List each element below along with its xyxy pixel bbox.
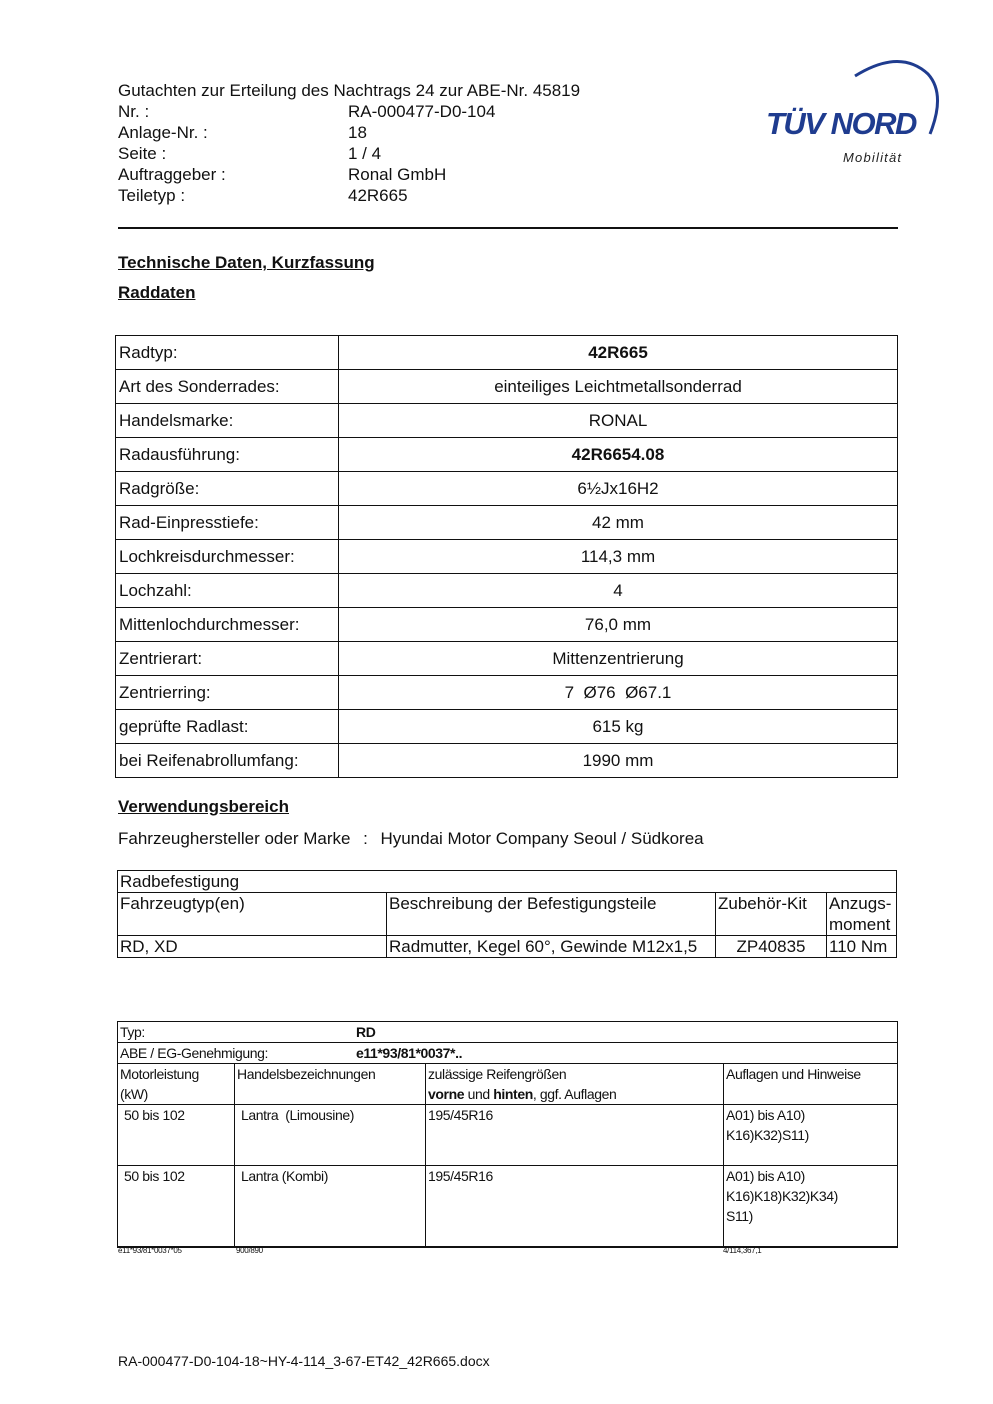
- table-row: Lochkreisdurchmesser: 114,3 mm: [116, 540, 898, 574]
- table-row: Radtyp: 42R665: [116, 336, 898, 370]
- table-row: 50 bis 102 Lantra (Kombi) 195/45R16 A01) bis A10) K16)K18)K32)K34) S11): [118, 1166, 898, 1247]
- wheel-data-table: [115, 335, 898, 778]
- section-title-usage: Verwendungsbereich: [118, 797, 289, 816]
- table-row: Mittenlochdurchmesser: 76,0 mm: [116, 608, 898, 642]
- fixing-title: Radbefestigung: [118, 871, 897, 893]
- table-row: Handelsmarke: RONAL: [116, 404, 898, 438]
- wheel-fixing-table: [117, 870, 897, 958]
- table-row: Zentrierring: 7 Ø76 Ø67.1: [116, 676, 898, 710]
- maker-value: Hyundai Motor Company Seoul / Südkorea: [380, 829, 704, 848]
- table-row: [118, 1043, 898, 1064]
- header-row-anlage: Anlage-Nr. : 18: [118, 123, 367, 142]
- table-row: 50 bis 102 Lantra (Limousine) 195/45R16 A01) bis A10) K16)K32)S11): [118, 1105, 898, 1166]
- header-row-seite: Seite : 1 / 4: [118, 144, 382, 163]
- table-row: Fahrzeugtyp(en) Beschreibung der Befestigungsteile Zubehör-Kit Anzugs-moment: [118, 893, 897, 936]
- table-row: Radausführung: 42R6654.08: [116, 438, 898, 472]
- maker-label: Fahrzeughersteller oder Marke: [118, 829, 351, 848]
- document-filename: RA-000477-D0-104-18~HY-4-114_3-67-ET42_42R665.docx: [118, 1353, 490, 1369]
- logo-brand: TÜV NORD: [766, 106, 916, 141]
- abe-label: ABE / EG-Genehmigung:: [120, 1045, 269, 1061]
- header-row-nr: Nr. : RA-000477-D0-104: [118, 102, 496, 121]
- table-row: RD, XD Radmutter, Kegel 60°, Gewinde M12x1,5 ZP40835 110 Nm: [118, 936, 897, 958]
- table-row: Radgröße: 6½Jx16H2: [116, 472, 898, 506]
- table-row: Lochzahl: 4: [116, 574, 898, 608]
- tuv-nord-logo: [760, 56, 945, 171]
- footnote-approval: e11*93/81*0037*05: [118, 1246, 182, 1255]
- table-row: Art des Sonderrades: einteiliges Leichtmetallsonderrad: [116, 370, 898, 404]
- table-row: [118, 871, 897, 893]
- section-title-wheel: Raddaten: [118, 283, 196, 302]
- header-row-auftraggeber: Auftraggeber : Ronal GmbH: [118, 165, 447, 184]
- header-row-teiletyp: Teiletyp : 42R665: [118, 186, 408, 205]
- footnote-weight: 900/890: [236, 1246, 263, 1255]
- footnote-pcd: 4/114,367,1: [723, 1246, 762, 1255]
- abe-value: e11*93/81*0037*..: [356, 1045, 463, 1061]
- table-row: Zentrierart: Mittenzentrierung: [116, 642, 898, 676]
- vehicle-type-table: [117, 1021, 898, 1248]
- section-title-tech: Technische Daten, Kurzfassung: [118, 253, 375, 272]
- logo-subtitle: Mobilität: [843, 150, 903, 165]
- header-divider: [118, 227, 898, 229]
- table-row: bei Reifenabrollumfang: 1990 mm: [116, 744, 898, 778]
- typ-value: RD: [356, 1024, 376, 1040]
- table-row: Rad-Einpresstiefe: 42 mm: [116, 506, 898, 540]
- document-header: [118, 80, 678, 206]
- table-row: [118, 1022, 898, 1043]
- vehicle-maker-line: Fahrzeughersteller oder Marke : Hyundai Motor Company Seoul / Südkorea: [118, 829, 704, 848]
- table-row: geprüfte Radlast: 615 kg: [116, 710, 898, 744]
- typ-label: Typ:: [120, 1024, 145, 1040]
- table-row: Motorleistung (kW) Handelsbezeichnungen zulässige Reifengrößen vorne und hinten, ggf. Auflagen Auflagen und Hinweise: [118, 1064, 898, 1105]
- report-title: Gutachten zur Erteilung des Nachtrags 24 zur ABE-Nr. 45819: [118, 81, 581, 100]
